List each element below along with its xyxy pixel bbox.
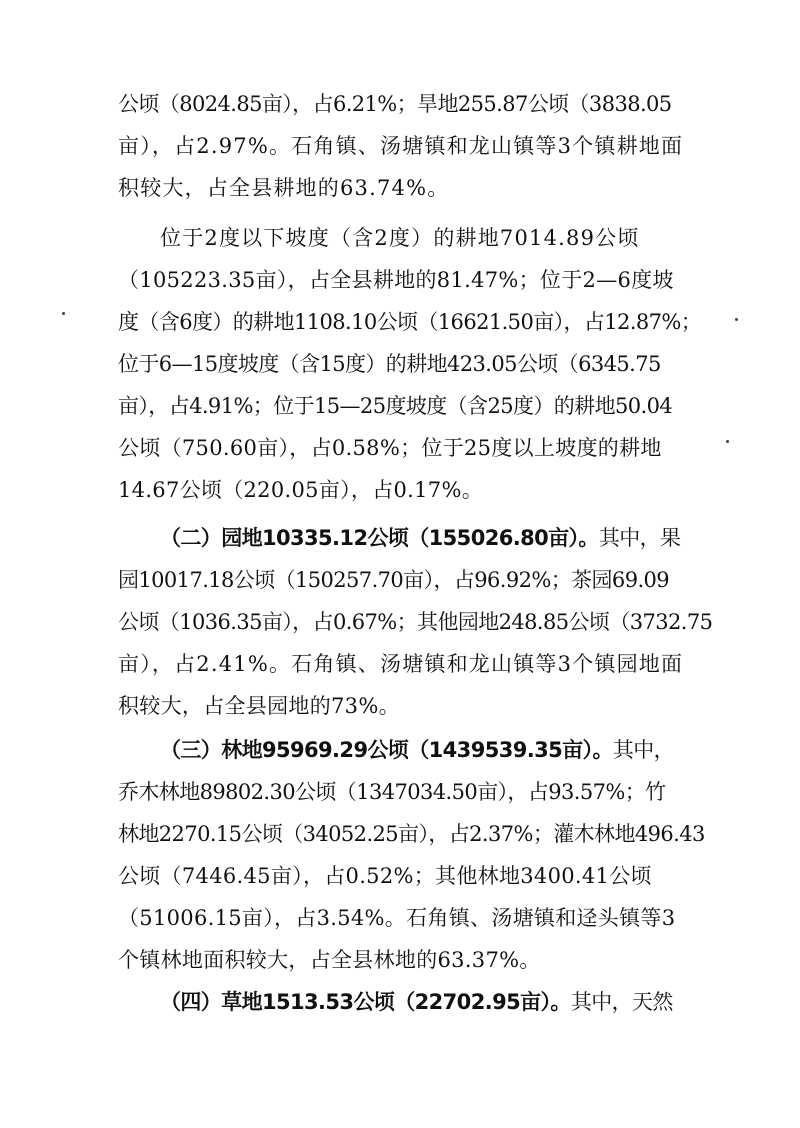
text-line: 公顷（7446.45亩），占0.52%；其他林地3400.41公顷	[118, 864, 652, 888]
text-line: 14.67公顷（220.05亩），占0.17%。	[118, 478, 484, 502]
text-line: （51006.15亩），占3.54%。石角镇、汤塘镇和迳头镇等3	[118, 906, 676, 930]
text-line: 积较大，占全县园地的73%。	[118, 694, 400, 718]
garden-section-first-line	[160, 518, 681, 558]
text-line: 公顷（8024.85亩），占6.21%；旱地255.87公顷（3838.05	[118, 92, 672, 116]
scan-speck	[735, 318, 738, 321]
section-heading-forest: （三）林地95969.29公顷（1439539.35亩）。	[160, 738, 613, 762]
text-line: 公顷（750.60亩），占0.58%；位于25度以上坡度的耕地	[118, 436, 662, 460]
scan-speck	[726, 440, 729, 443]
section-lead-text: 其中，	[612, 738, 675, 762]
text-line: 度（含6度）的耕地1108.10公顷（16621.50亩），占12.87%；	[118, 310, 702, 334]
text-line: 亩），占4.91%；位于15—25度坡度（含25度）的耕地50.04	[118, 394, 673, 418]
forest-section-first-line	[160, 730, 678, 770]
text-line: 林地2270.15公顷（34052.25亩），占2.37%；灌木林地496.43	[118, 822, 705, 846]
section-heading-grass: （四）草地1513.53公顷（22702.95亩）。	[160, 990, 571, 1014]
section-lead-text: 其中，果	[598, 526, 681, 550]
section-heading-garden: （二）园地10335.12公顷（155026.80亩）。	[160, 526, 599, 550]
section-lead-text: 其中，天然	[570, 990, 673, 1014]
text-line: 乔木林地89802.30公顷（1347034.50亩），占93.57%；竹	[118, 780, 666, 804]
text-line: （105223.35亩），占全县耕地的81.47%；位于2—6度坡	[118, 268, 674, 292]
text-line: 亩），占2.97%。石角镇、汤塘镇和龙山镇等3个镇耕地面	[118, 134, 684, 158]
text-line: 位于6—15度坡度（含15度）的耕地423.05公顷（6345.75	[118, 352, 661, 376]
grass-section-first-line	[160, 982, 678, 1022]
scan-speck	[62, 312, 65, 315]
text-line: 积较大，占全县耕地的63.74%。	[118, 176, 450, 200]
text-line: 个镇林地面积较大，占全县林地的63.37%。	[118, 948, 541, 972]
text-line: 亩），占2.41%。石角镇、汤塘镇和龙山镇等3个镇园地面	[118, 652, 684, 676]
text-line: 园10017.18公顷（150257.70亩），占96.92%；茶园69.09	[118, 568, 670, 592]
paragraph-first-line: 位于2度以下坡度（含2度）的耕地7014.89公顷	[160, 226, 640, 250]
text-line: 公顷（1036.35亩），占0.67%；其他园地248.85公顷（3732.75	[118, 610, 713, 634]
